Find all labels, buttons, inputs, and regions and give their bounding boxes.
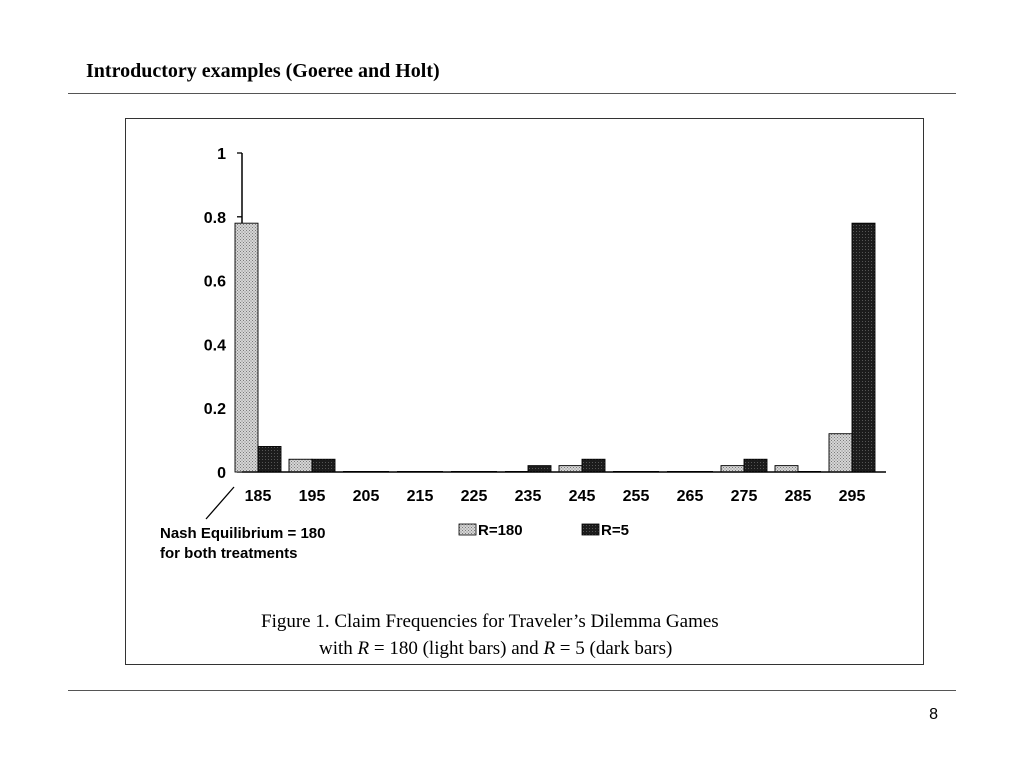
y-tick-label: 0.4: [203, 337, 226, 355]
bar-r180-295: [829, 434, 852, 472]
title-divider: [68, 93, 956, 94]
nash-pointer-line: [206, 487, 234, 519]
bar-r180-245: [559, 466, 582, 472]
bars: [235, 223, 875, 472]
figure-frame: [125, 118, 924, 665]
x-tick-label: 275: [730, 488, 758, 505]
bar-r180-195: [289, 459, 312, 472]
y-tick-label: 0.6: [203, 273, 226, 291]
slide-title: Introductory examples (Goeree and Holt): [86, 60, 440, 82]
bar-r180-185: [235, 223, 258, 472]
figure-caption-line2: [319, 638, 672, 659]
x-tick-label: 245: [568, 488, 596, 505]
legend: [459, 522, 629, 539]
caption-part: = 5 (dark bars): [555, 638, 673, 659]
x-tick-labels: [245, 488, 866, 505]
x-tick-label: 225: [460, 488, 488, 505]
page-number: 8: [929, 706, 938, 723]
claim-frequency-chart: [126, 119, 923, 664]
nash-annotation-line1: Nash Equilibrium = 180: [160, 525, 326, 542]
y-tick-label: 0: [217, 465, 226, 482]
x-tick-label: 255: [622, 488, 650, 505]
x-tick-label: 205: [352, 488, 380, 505]
x-tick-label: 195: [298, 488, 326, 505]
bar-r180-285: [775, 466, 798, 472]
y-tick-label: 0.8: [203, 209, 226, 227]
nash-annotation-line2: for both treatments: [160, 545, 298, 562]
legend-label-r5: R=5: [601, 522, 629, 539]
caption-part: with: [319, 638, 358, 659]
caption-var-r: R: [543, 638, 556, 659]
figure-caption-line1: Figure 1. Claim Frequencies for Traveler’s Dilemma Games: [261, 611, 719, 632]
legend-label-r180: R=180: [478, 522, 523, 539]
bar-r5-295: [852, 223, 875, 472]
caption-part: = 180 (light bars) and: [369, 638, 544, 659]
bar-r5-235: [528, 466, 551, 472]
bar-r5-185: [258, 446, 281, 472]
y-tick-label: 1: [217, 146, 226, 163]
y-tick-label: 0.2: [203, 401, 226, 419]
bar-r5-245: [582, 459, 605, 472]
x-tick-label: 265: [676, 488, 704, 505]
x-tick-label: 185: [244, 488, 272, 505]
legend-swatch-r180: [459, 524, 476, 535]
bar-r5-195: [312, 459, 335, 472]
x-tick-label: 235: [514, 488, 542, 505]
x-tick-label: 295: [838, 488, 866, 505]
caption-var-r: R: [357, 638, 370, 659]
footer-divider: [68, 690, 956, 691]
x-tick-label: 215: [406, 488, 434, 505]
legend-swatch-r5: [582, 524, 599, 535]
bar-r5-275: [744, 459, 767, 472]
x-tick-label: 285: [784, 488, 812, 505]
bar-r180-275: [721, 466, 744, 472]
